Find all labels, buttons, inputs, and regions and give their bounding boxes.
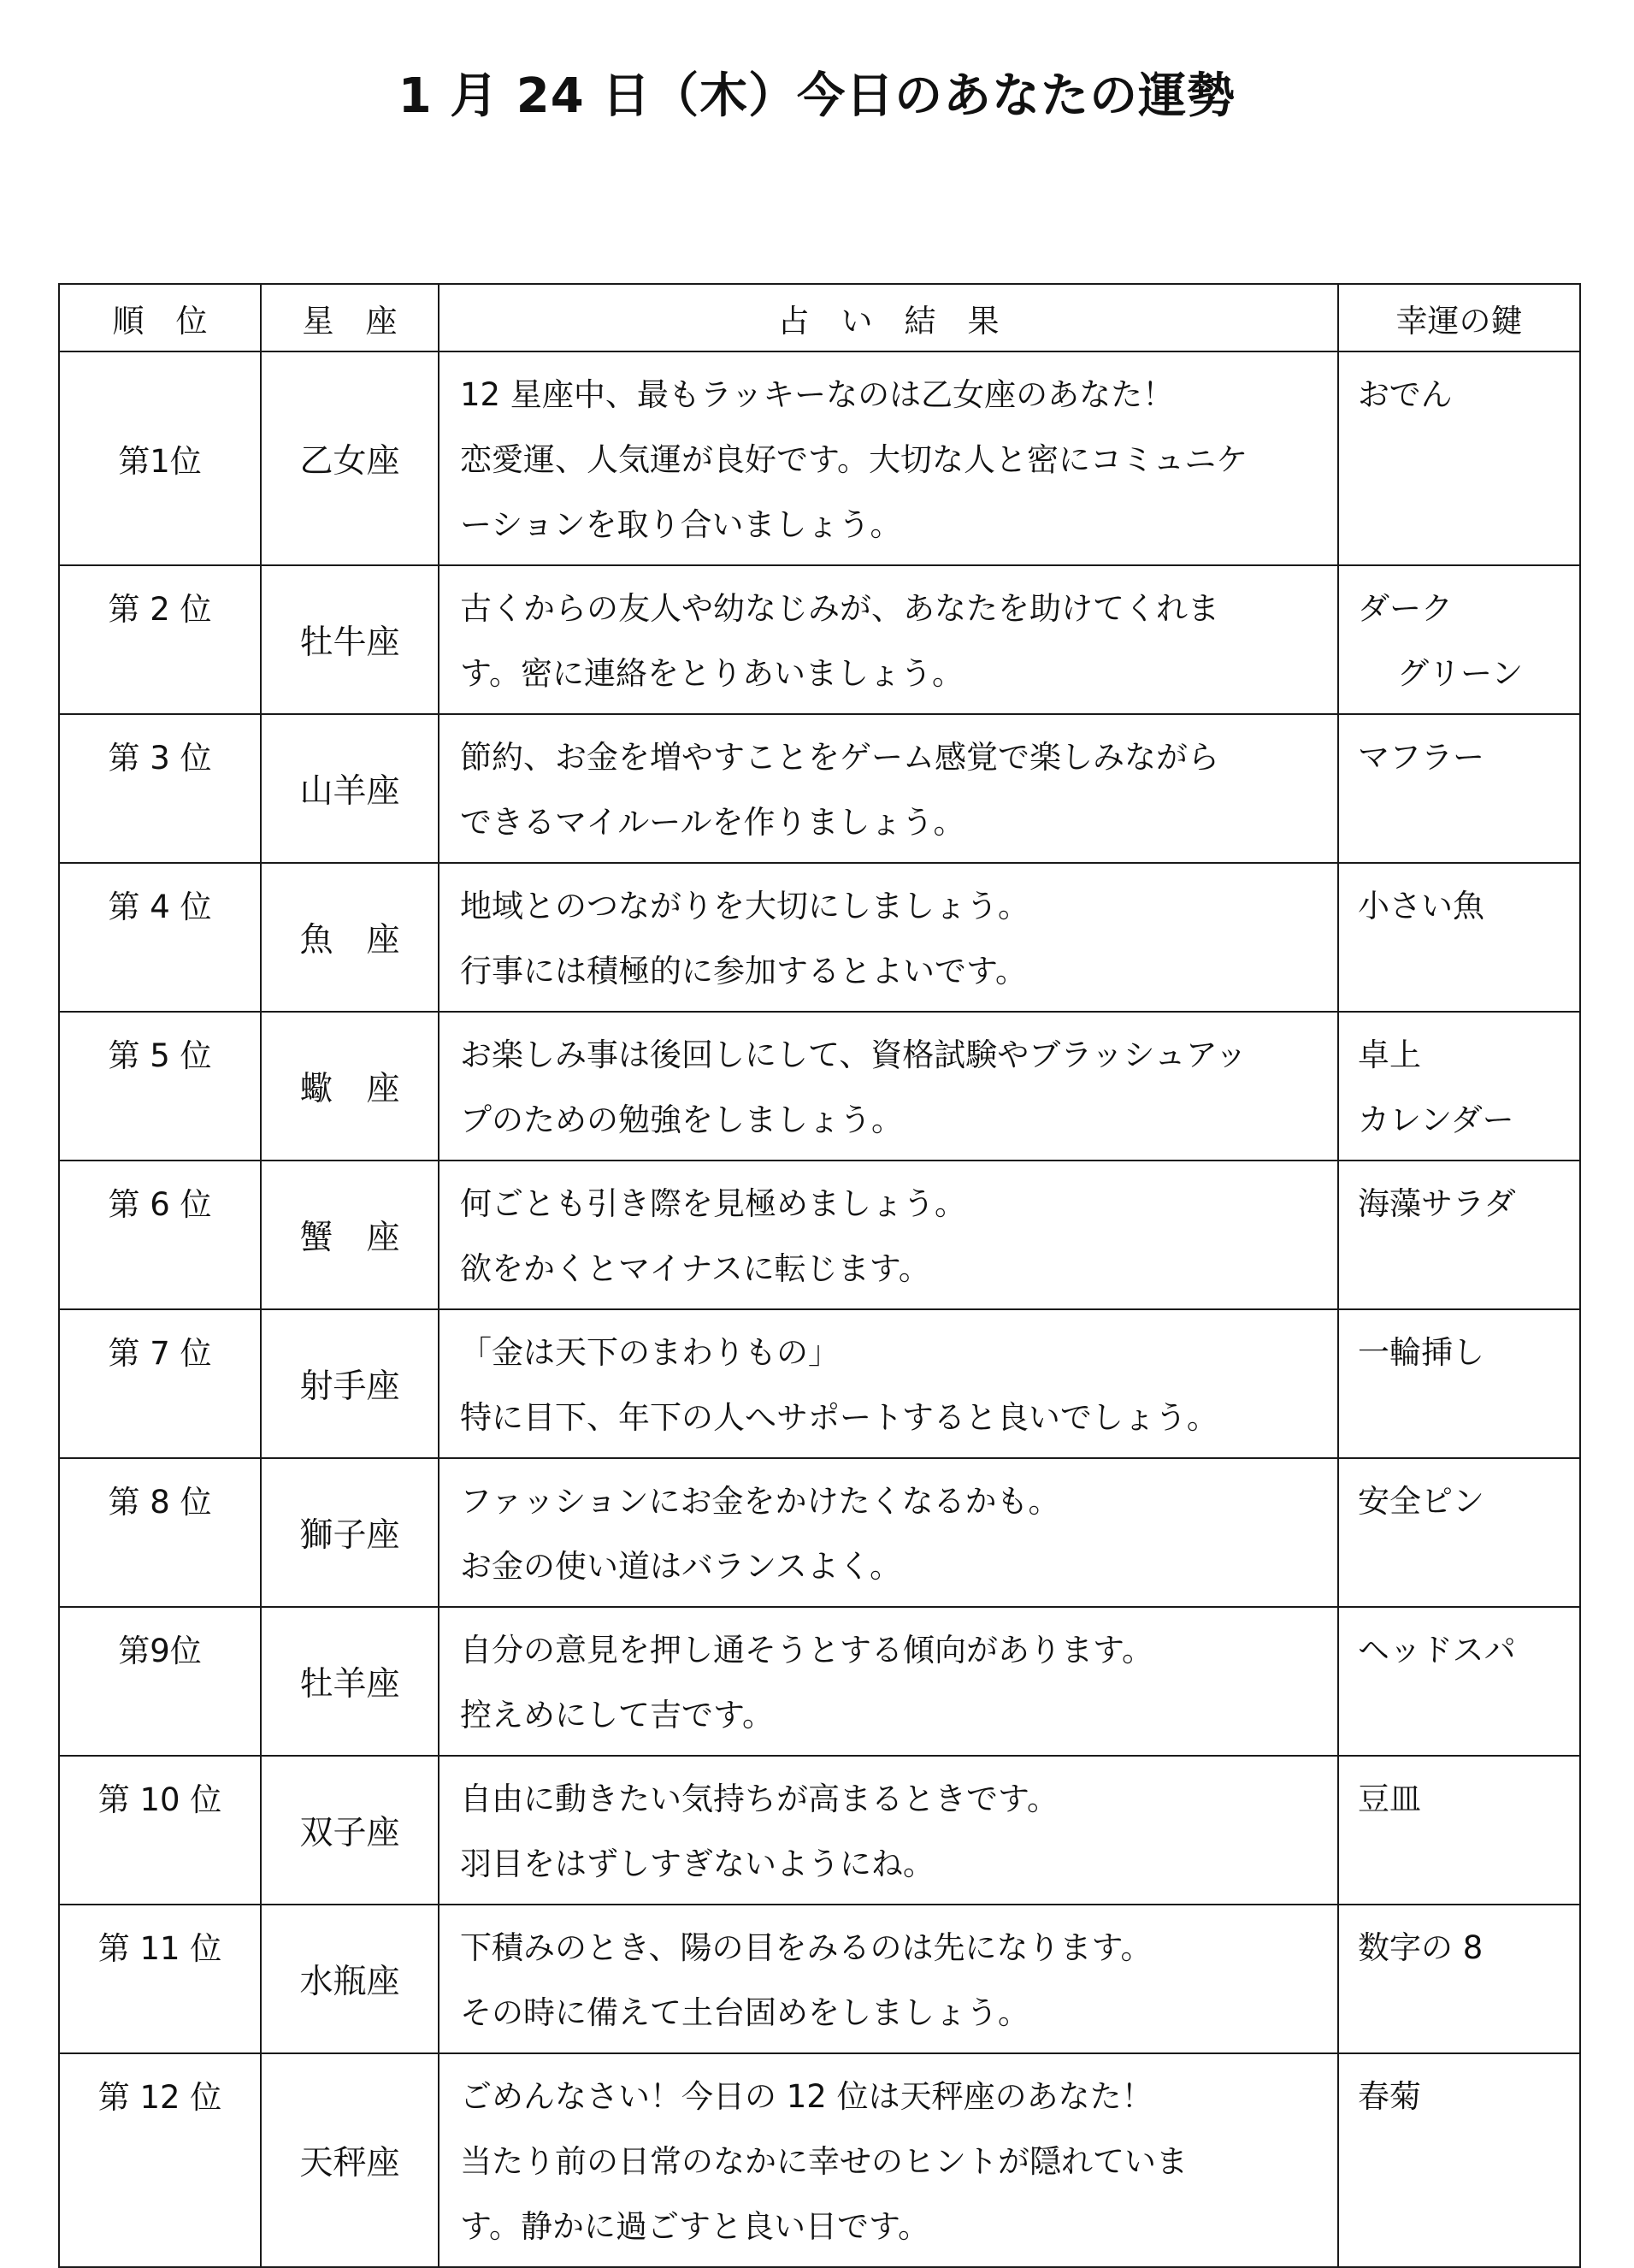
- rank-cell: 第 4 位: [59, 863, 261, 1012]
- result-line: ファッションにお金をかけたくなるかも。: [460, 1483, 1060, 1520]
- result-line: お金の使い道はバランスよく。: [460, 1548, 902, 1585]
- table-row: [59, 1756, 1580, 1905]
- rank-cell: 第 11 位: [59, 1905, 261, 2053]
- result-line: 特に目下、年下の人へサポートすると良いでしょう。: [460, 1399, 1218, 1436]
- rank-cell: 第 3 位: [59, 714, 261, 863]
- sign-cell: 山羊座: [261, 714, 439, 863]
- table-row: [59, 863, 1580, 1012]
- result-line: ーションを取り合いましょう。: [460, 506, 902, 543]
- result-line: 自分の意見を押し通そうとする傾向があります。: [460, 1632, 1154, 1669]
- key-cell: [1338, 565, 1580, 714]
- result-line: 控えめにして吉です。: [460, 1697, 775, 1733]
- key-line: 小さい魚: [1358, 888, 1484, 924]
- key-cell: [1338, 1756, 1580, 1905]
- key-line: 数字の 8: [1358, 1929, 1484, 1966]
- key-cell: [1338, 351, 1580, 565]
- result-line: 「金は天下のまわりもの」: [460, 1334, 840, 1371]
- result-line: 羽目をはずしすぎないようにね。: [460, 1846, 935, 1882]
- rank-cell: 第 8 位: [59, 1458, 261, 1607]
- rank-cell: 第 6 位: [59, 1161, 261, 1309]
- key-cell: [1338, 714, 1580, 863]
- result-line: 節約、お金を増やすことをゲーム感覚で楽しみながら: [460, 739, 1219, 776]
- result-line: す。静かに過ごすと良い日です。: [460, 2208, 930, 2245]
- rank-cell: 第 5 位: [59, 1012, 261, 1161]
- result-line: 12 星座中、最もラッキーなのは乙女座のあなた！: [460, 376, 1175, 413]
- table-header-row: [59, 284, 1580, 351]
- header-rank: 順 位: [59, 284, 261, 351]
- header-result: 占 い 結 果: [439, 284, 1338, 351]
- sign-cell: 蟹 座: [261, 1161, 439, 1309]
- result-cell: [439, 714, 1338, 863]
- sign-cell: 蠍 座: [261, 1012, 439, 1161]
- result-line: 地域とのつながりを大切にしましょう。: [460, 888, 1029, 924]
- table-row: [59, 1309, 1580, 1458]
- key-cell: [1338, 1607, 1580, 1756]
- table-row: [59, 714, 1580, 863]
- rank-cell: 第 12 位: [59, 2053, 261, 2267]
- result-cell: [439, 1309, 1338, 1458]
- rank-cell: 第9位: [59, 1607, 261, 1756]
- key-cell: [1338, 863, 1580, 1012]
- result-line: プのための勉強をしましょう。: [460, 1102, 903, 1138]
- key-line: 春菊: [1358, 2078, 1421, 2115]
- result-line: 自由に動きたい気持ちが高まるときです。: [460, 1781, 1059, 1817]
- result-line: お楽しみ事は後回しにして、資格試験やブラッシュアッ: [460, 1037, 1248, 1073]
- key-cell: [1338, 1309, 1580, 1458]
- rank-cell: 第 2 位: [59, 565, 261, 714]
- result-line: 欲をかくとマイナスに転じます。: [460, 1250, 930, 1287]
- result-line: 行事には積極的に参加するとよいです。: [460, 953, 1028, 989]
- sign-cell: 牡羊座: [261, 1607, 439, 1756]
- result-cell: [439, 1012, 1338, 1161]
- result-cell: [439, 1905, 1338, 2053]
- rank-cell: 第1位: [59, 351, 261, 565]
- key-line: ヘッドスパ: [1358, 1632, 1516, 1669]
- result-line: 古くからの友人や幼なじみが、あなたを助けてくれま: [460, 590, 1219, 627]
- table-row: [59, 1161, 1580, 1309]
- key-line: グリーン: [1397, 655, 1524, 692]
- result-line: す。密に連絡をとりあいましょう。: [460, 655, 964, 692]
- result-line: 恋愛運、人気運が良好です。大切な人と密にコミュニケ: [460, 441, 1248, 478]
- table-row: [59, 351, 1580, 565]
- key-line: 一輪挿し: [1358, 1334, 1484, 1371]
- sign-cell: 獅子座: [261, 1458, 439, 1607]
- sign-cell: 双子座: [261, 1756, 439, 1905]
- sign-cell: 射手座: [261, 1309, 439, 1458]
- result-cell: [439, 565, 1338, 714]
- table-row: [59, 1607, 1580, 1756]
- key-line: おでん: [1358, 376, 1453, 413]
- result-cell: [439, 351, 1338, 565]
- sign-cell: 魚 座: [261, 863, 439, 1012]
- sign-cell: 天秤座: [261, 2053, 439, 2267]
- sign-cell: 水瓶座: [261, 1905, 439, 2053]
- key-line: マフラー: [1358, 739, 1484, 776]
- page-title: 1 月 24 日（木）今日のあなたの運勢: [398, 68, 1236, 124]
- header-sign: 星 座: [261, 284, 439, 351]
- result-cell: [439, 2053, 1338, 2267]
- sign-cell: 乙女座: [261, 351, 439, 565]
- key-cell: [1338, 1161, 1580, 1309]
- result-cell: [439, 863, 1338, 1012]
- key-line: 海藻サラダ: [1358, 1185, 1516, 1222]
- result-line: 何ごとも引き際を見極めましょう。: [460, 1185, 966, 1222]
- result-line: 下積みのとき、陽の目をみるのは先になります。: [460, 1929, 1153, 1966]
- rank-cell: 第 10 位: [59, 1756, 261, 1905]
- table-row: [59, 1458, 1580, 1607]
- key-cell: [1338, 2053, 1580, 2267]
- header-key: 幸運の鍵: [1338, 284, 1580, 351]
- key-cell: [1338, 1905, 1580, 2053]
- table-row: [59, 565, 1580, 714]
- table-row: [59, 2053, 1580, 2267]
- result-cell: [439, 1161, 1338, 1309]
- key-line: ダーク: [1358, 590, 1453, 627]
- table-row: [59, 1012, 1580, 1161]
- sign-cell: 牡牛座: [261, 565, 439, 714]
- result-line: 当たり前の日常のなかに幸せのヒントが隠れていま: [460, 2143, 1188, 2180]
- key-line: カレンダー: [1358, 1102, 1514, 1138]
- table-row: [59, 1905, 1580, 2053]
- rank-cell: 第 7 位: [59, 1309, 261, 1458]
- key-line: 安全ピン: [1358, 1483, 1484, 1520]
- result-line: その時に備えて土台固めをしましょう。: [460, 1994, 1029, 2031]
- key-cell: [1338, 1458, 1580, 1607]
- result-cell: [439, 1458, 1338, 1607]
- fortune-table: [58, 283, 1581, 2268]
- result-cell: [439, 1756, 1338, 1905]
- key-line: 豆皿: [1358, 1781, 1421, 1817]
- key-line: 卓上: [1358, 1037, 1421, 1073]
- result-cell: [439, 1607, 1338, 1756]
- key-cell: [1338, 1012, 1580, 1161]
- result-line: ごめんなさい！今日の 12 位は天秤座のあなた！: [460, 2078, 1153, 2115]
- result-line: できるマイルールを作りましょう。: [460, 804, 965, 841]
